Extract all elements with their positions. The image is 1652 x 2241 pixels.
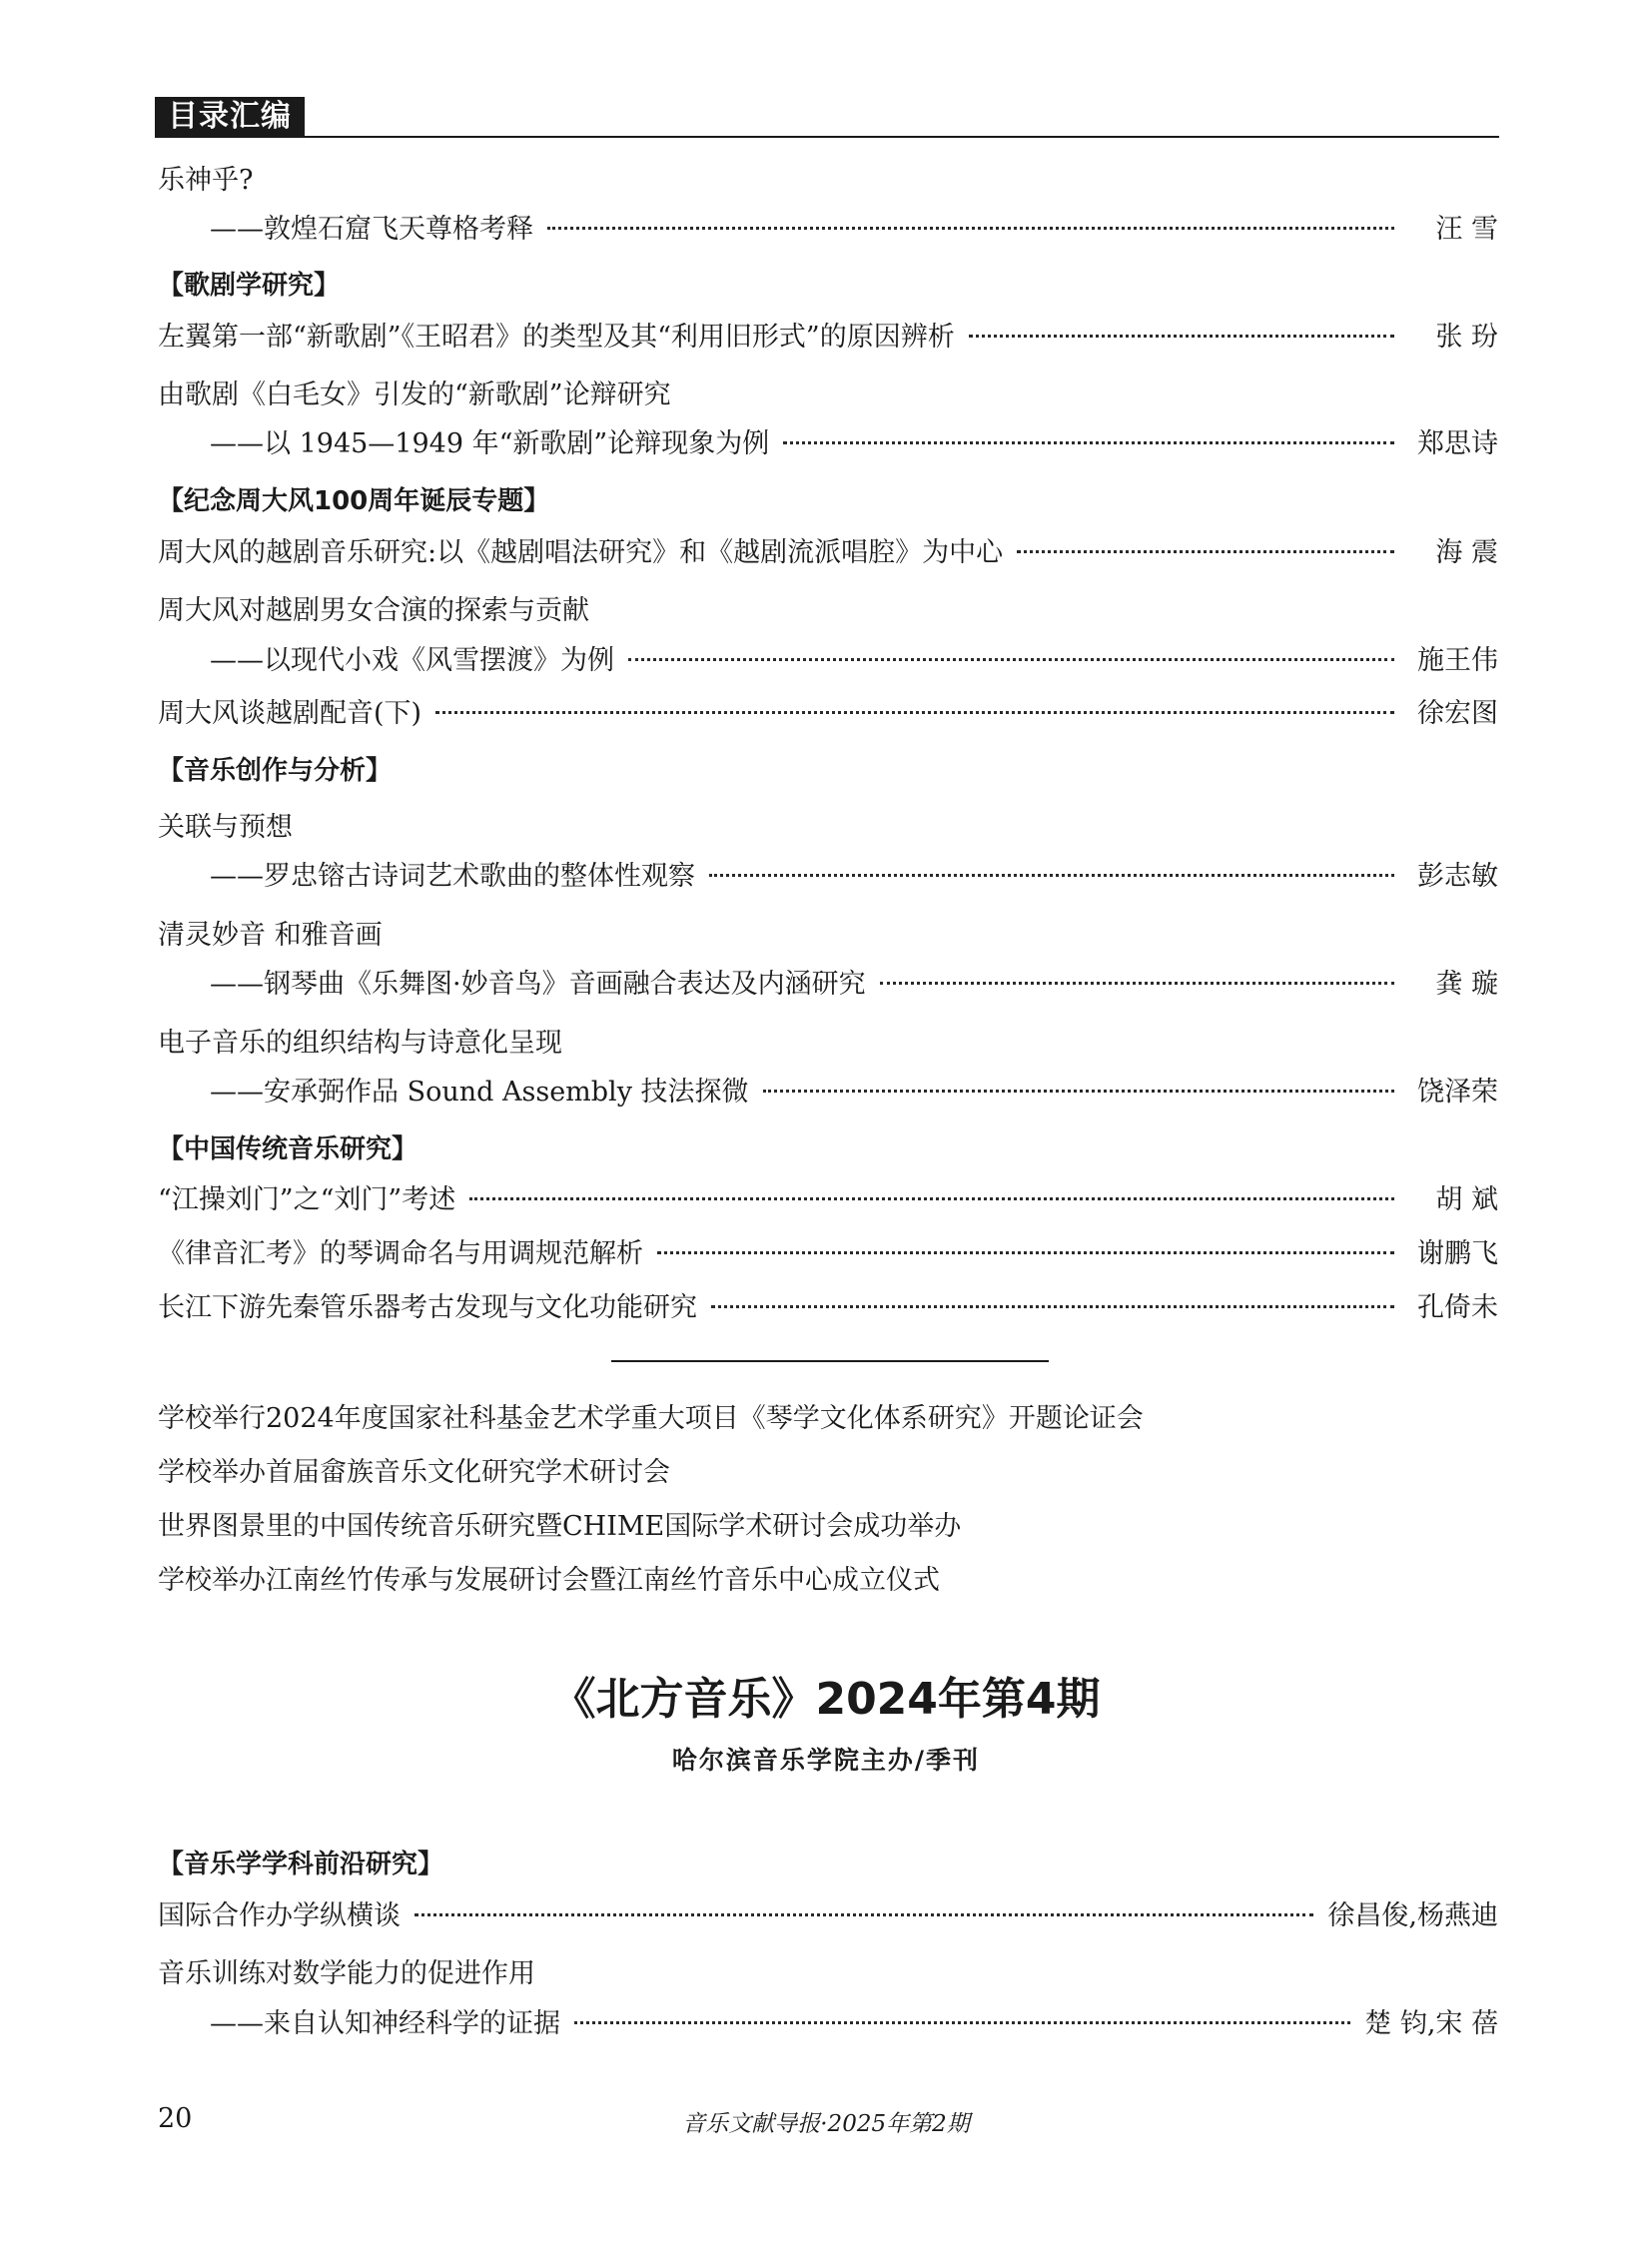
- news-item[interactable]: 学校举办江南丝竹传承与发展研讨会暨江南丝竹音乐中心成立仪式: [158, 1565, 940, 1596]
- leader-dots: [414, 1913, 1313, 1916]
- toc-entry[interactable]: [210, 853, 1498, 893]
- section-header-tag: 目录汇编: [155, 97, 305, 137]
- toc-entry-title: 电子音乐的组织结构与诗意化呈现: [158, 1028, 562, 1059]
- header-rule: [155, 136, 1499, 138]
- toc-entry-subtitle: ——以 1945—1949 年“新歌剧”论辩现象为例: [210, 427, 770, 459]
- toc-entry-author: 谢鹏飞: [1417, 1237, 1498, 1269]
- toc-entry-title: 乐神乎?: [158, 165, 254, 196]
- toc-entry-author: 徐昌俊,杨燕迪: [1327, 1899, 1498, 1931]
- page-number: 20: [158, 2103, 193, 2134]
- toc-entry[interactable]: [210, 2000, 1498, 2040]
- toc-entry[interactable]: [210, 961, 1498, 1001]
- toc-entry[interactable]: [158, 1892, 1498, 1932]
- section-heading: 【纪念周大风100周年诞辰专题】: [158, 486, 550, 516]
- leader-dots: [783, 441, 1394, 444]
- toc-entry[interactable]: [158, 529, 1498, 569]
- journal-footer: 音乐文献导报·2025年第2期: [682, 2111, 970, 2137]
- toc-entry-title: 关联与预想: [158, 812, 293, 843]
- toc-entry-author: 楚 钧,宋 蓓: [1364, 2007, 1498, 2039]
- toc-entry[interactable]: [158, 690, 1498, 730]
- leader-dots: [709, 874, 1394, 877]
- toc-entry-author: 孔倚未: [1417, 1291, 1498, 1323]
- toc-entry-author: 海 震: [1435, 536, 1498, 568]
- toc-entry-title: 由歌剧《白毛女》引发的“新歌剧”论辩研究: [158, 379, 671, 410]
- toc-entry-subtitle: ——安承弼作品 Sound Assembly 技法探微: [210, 1076, 749, 1108]
- toc-entry[interactable]: [210, 206, 1498, 246]
- leader-dots: [469, 1197, 1394, 1200]
- news-item[interactable]: 学校举行2024年度国家社科基金艺术学重大项目《琴学文化体系研究》开题论证会: [158, 1403, 1144, 1434]
- toc-entry-author: 施王伟: [1417, 644, 1498, 676]
- section-heading: 【音乐学学科前沿研究】: [158, 1850, 444, 1879]
- section-divider: [611, 1360, 1049, 1362]
- toc-entry[interactable]: [158, 1230, 1498, 1270]
- toc-entry[interactable]: [158, 314, 1498, 354]
- toc-entry[interactable]: [210, 637, 1498, 677]
- toc-entry-title: 国际合作办学纵横谈: [158, 1899, 401, 1931]
- toc-entry-title: 长江下游先秦管乐器考古发现与文化功能研究: [158, 1291, 697, 1323]
- toc-entry-author: 胡 斌: [1435, 1183, 1498, 1215]
- toc-entry-author: 汪 雪: [1435, 213, 1498, 245]
- leader-dots: [1017, 550, 1394, 553]
- leader-dots: [574, 2021, 1350, 2024]
- leader-dots: [880, 982, 1394, 985]
- section-heading: 【音乐创作与分析】: [158, 756, 393, 786]
- section-heading: 【歌剧学研究】: [158, 271, 341, 301]
- news-item[interactable]: 世界图景里的中国传统音乐研究暨CHIME国际学术研讨会成功举办: [158, 1511, 962, 1542]
- toc-entry-subtitle: ——敦煌石窟飞天尊格考释: [210, 213, 533, 245]
- toc-entry-title: 左翼第一部“新歌剧”《王昭君》的类型及其“利用旧形式”的原因辨析: [158, 321, 955, 353]
- toc-entry[interactable]: [158, 1176, 1498, 1216]
- issue-title: 《北方音乐》2024年第4期: [551, 1674, 1101, 1725]
- toc-entry-author: 郑思诗: [1417, 427, 1498, 459]
- leader-dots: [763, 1090, 1394, 1093]
- toc-entry-subtitle: ——来自认知神经科学的证据: [210, 2007, 560, 2039]
- toc-entry-title: 周大风对越剧男女合演的探索与贡献: [158, 595, 589, 626]
- toc-entry[interactable]: [158, 1284, 1498, 1324]
- toc-entry[interactable]: [210, 1069, 1498, 1109]
- toc-entry-author: 张 玢: [1435, 321, 1498, 353]
- toc-entry-author: 饶泽荣: [1417, 1076, 1498, 1108]
- toc-entry-title: 音乐训练对数学能力的促进作用: [158, 1958, 535, 1989]
- leader-dots: [711, 1305, 1394, 1308]
- toc-entry-subtitle: ——钢琴曲《乐舞图·妙音鸟》音画融合表达及内涵研究: [210, 968, 866, 1000]
- leader-dots: [628, 658, 1394, 661]
- toc-entry-subtitle: ——罗忠镕古诗词艺术歌曲的整体性观察: [210, 860, 695, 892]
- leader-dots: [969, 335, 1394, 338]
- toc-entry[interactable]: [210, 420, 1498, 460]
- issue-subtitle: 哈尔滨音乐学院主办/季刊: [671, 1746, 981, 1775]
- toc-entry-subtitle: ——以现代小戏《风雪摆渡》为例: [210, 644, 614, 676]
- news-item[interactable]: 学校举办首届畲族音乐文化研究学术研讨会: [158, 1457, 670, 1488]
- toc-entry-title: 周大风的越剧音乐研究:以《越剧唱法研究》和《越剧流派唱腔》为中心: [158, 536, 1004, 568]
- leader-dots: [657, 1251, 1394, 1254]
- toc-entry-author: 龚 璇: [1435, 968, 1498, 1000]
- toc-entry-author: 徐宏图: [1417, 697, 1498, 729]
- toc-entry-title: 清灵妙音 和雅音画: [158, 920, 383, 951]
- leader-dots: [435, 711, 1394, 714]
- toc-entry-author: 彭志敏: [1417, 860, 1498, 892]
- leader-dots: [547, 227, 1394, 230]
- toc-entry-title: 《律音汇考》的琴调命名与用调规范解析: [158, 1237, 643, 1269]
- toc-entry-title: “江操刘门”之“刘门”考述: [158, 1183, 456, 1215]
- toc-entry-title: 周大风谈越剧配音(下): [158, 697, 422, 729]
- section-heading: 【中国传统音乐研究】: [158, 1134, 418, 1164]
